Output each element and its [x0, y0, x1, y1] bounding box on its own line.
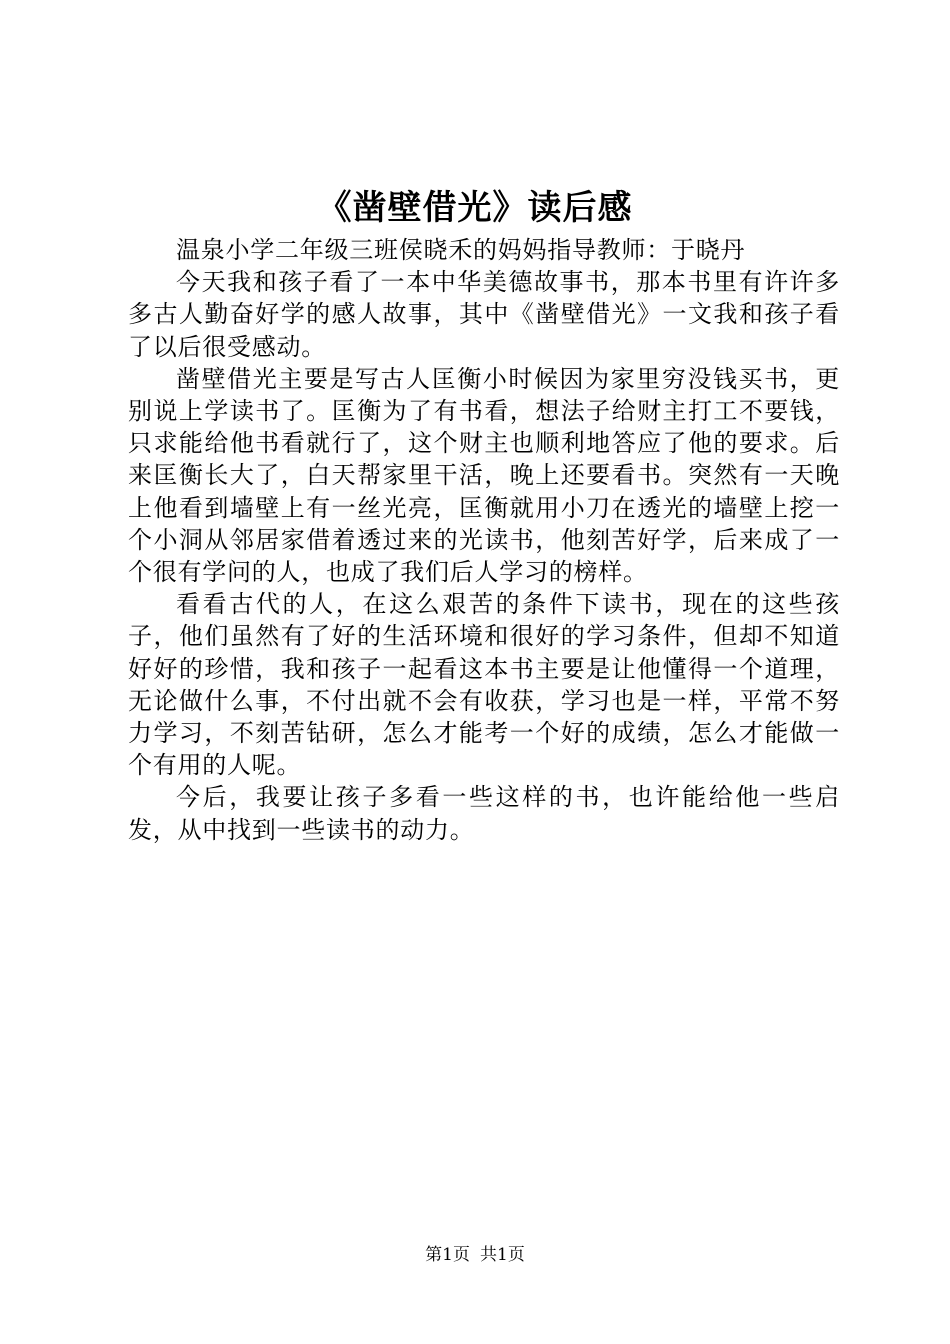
paragraph-1: 今天我和孩子看了一本中华美德故事书，那本书里有许许多多古人勤奋好学的感人故事，其中《凿壁借光》一文我和孩子看了以后很受感动。	[128, 268, 840, 361]
page-total: 共1页	[480, 1245, 525, 1265]
page-number: 第1页	[425, 1245, 470, 1265]
document-body	[128, 234, 840, 846]
paragraph-4: 今后，我要让孩子多看一些这样的书，也许能给他一些启发，从中找到一些读书的动力。	[128, 783, 840, 844]
byline: 温泉小学二年级三班侯晓禾的妈妈指导教师：于晓丹	[176, 236, 746, 264]
document-title: 《凿壁借光》读后感	[317, 188, 633, 228]
paragraph-2: 凿壁借光主要是写古人匡衡小时候因为家里穷没钱买书，更别说上学读书了。匡衡为了有书看，想法子给财主打工不要钱，只求能给他书看就行了，这个财主也顺利地答应了他的要求。后来匡衡长大了，白天帮家里干活，晚上还要看书。突然有一天晚上他看到墙壁上有一丝光亮，匡衡就用小刀在透光的墙壁上挖一个小洞从邻居家借着透过来的光读书，他刻苦好学，后来成了一个很有学问的人，也成了我们后人学习的榜样。	[128, 364, 840, 587]
paragraph-3: 看看古代的人，在这么艰苦的条件下读书，现在的这些孩子，他们虽然有了好的生活环境和很好的学习条件，但却不知道好好的珍惜，我和孩子一起看这本书主要是让他懂得一个道理，无论做什么事，不付出就不会有收获，学习也是一样，平常不努力学习，不刻苦钻研，怎么才能考一个好的成绩，怎么才能做一个有用的人呢。	[128, 590, 840, 780]
page-footer	[0, 1244, 950, 1266]
